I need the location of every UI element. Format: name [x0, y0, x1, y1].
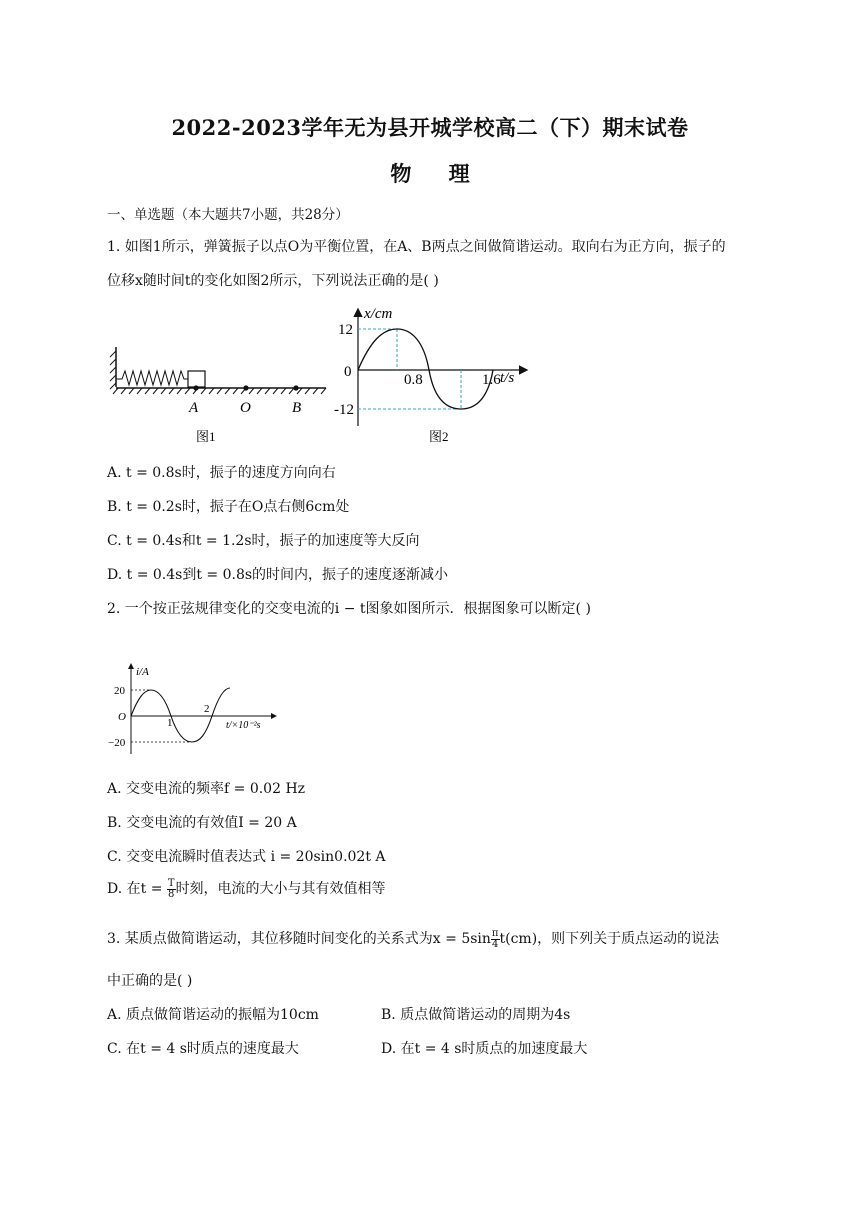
- fraction-numerator: π: [491, 927, 499, 939]
- label-b: B: [292, 400, 302, 416]
- label-a: A: [189, 400, 199, 416]
- fraction-denominator: 4: [492, 938, 499, 950]
- figure2-caption: 图2: [429, 429, 449, 444]
- point-b-dot: [293, 385, 298, 390]
- q1-figure2-displacement-graph: [330, 300, 550, 450]
- exam-title: 2022-2023学年无为县开城学校高二（下）期末试卷: [171, 115, 689, 140]
- q2-option-d-suffix: 时刻，电流的大小与其有效值相等: [175, 881, 386, 897]
- q2-option-d-prefix: D. 在t =: [107, 881, 167, 897]
- q3-stem-line1: [107, 928, 719, 950]
- fraction-numerator: T: [167, 877, 175, 889]
- q1-option-a: A. t = 0.8s时，振子的速度方向向右: [107, 465, 336, 481]
- q2-option-c: C. 交变电流瞬时值表达式 i = 20sin0.02t A: [107, 849, 386, 865]
- point-a-dot: [193, 385, 198, 390]
- current-origin: O: [118, 711, 126, 723]
- q1-stem-line2: 位移x随时间t的变化如图2所示，下列说法正确的是( ): [107, 273, 439, 289]
- pi-over-4-fraction: [491, 929, 500, 950]
- current-x2: 2: [204, 703, 210, 715]
- q1-option-c: C. t = 0.4s和t = 1.2s时，振子的加速度等大反向: [107, 533, 420, 549]
- q3-stem-prefix: 3. 某质点做简谐运动，其位移随时间变化的关系式为x = 5sin: [107, 931, 491, 947]
- q3-option-b: B. 质点做简谐运动的周期为4s: [381, 1007, 571, 1023]
- y-tick-top: 12: [338, 322, 353, 338]
- point-o-dot: [243, 385, 248, 390]
- q3-option-d: D. 在t = 4 s时质点的加速度最大: [381, 1041, 588, 1057]
- q2-option-d: [107, 878, 386, 900]
- fraction-denominator: 8: [168, 888, 175, 900]
- current-y-top: 20: [114, 685, 125, 697]
- q2-option-a: A. 交变电流的频率f = 0.02 Hz: [107, 781, 306, 797]
- q2-current-graph: [108, 658, 288, 758]
- y-axis-label: x/cm: [364, 306, 393, 322]
- current-x-label: t/×10⁻²s: [226, 720, 261, 731]
- q1-figure1-spring-oscillator: [108, 345, 333, 450]
- q3-stem-suffix: t(cm)，则下列关于质点运动的说法: [499, 931, 720, 947]
- q1-option-b: B. t = 0.2s时，振子在O点右侧6cm处: [107, 499, 350, 515]
- exam-subject: 物 理: [390, 161, 470, 186]
- figure1-caption: 图1: [196, 429, 216, 444]
- x-tick-end: 1.6: [482, 372, 501, 388]
- q1-option-d: D. t = 0.4s到t = 0.8s的时间内，振子的速度逐渐减小: [107, 567, 449, 583]
- current-y-bottom: −20: [108, 737, 126, 749]
- current-curve: [131, 688, 230, 742]
- q3-stem-line2: 中正确的是( ): [107, 973, 193, 989]
- q1-stem-line1: 1. 如图1所示，弹簧振子以点O为平衡位置，在A、B两点之间做简谐运动。取向右为正方向，振子的: [107, 239, 726, 255]
- origin-label: 0: [344, 364, 352, 380]
- displacement-curve: [358, 329, 493, 409]
- q2-stem: 2. 一个按正弦规律变化的交变电流的i − t图象如图所示．根据图象可以断定( ): [107, 601, 591, 617]
- q3-option-c: C. 在t = 4 s时质点的速度最大: [107, 1041, 299, 1057]
- x-tick-mid: 0.8: [404, 372, 423, 388]
- label-o: O: [240, 400, 251, 416]
- q3-option-a: A. 质点做简谐运动的振幅为10cm: [107, 1007, 319, 1023]
- section-heading: 一、单选题（本大题共7小题，共28分）: [107, 207, 349, 223]
- current-y-label: i/A: [136, 666, 149, 678]
- x-axis-label: t/s: [500, 370, 515, 386]
- current-x1: 1: [167, 717, 173, 729]
- t-over-8-fraction: [167, 879, 176, 900]
- y-tick-bottom: -12: [334, 402, 354, 418]
- q2-option-b: B. 交变电流的有效值I = 20 A: [107, 815, 297, 831]
